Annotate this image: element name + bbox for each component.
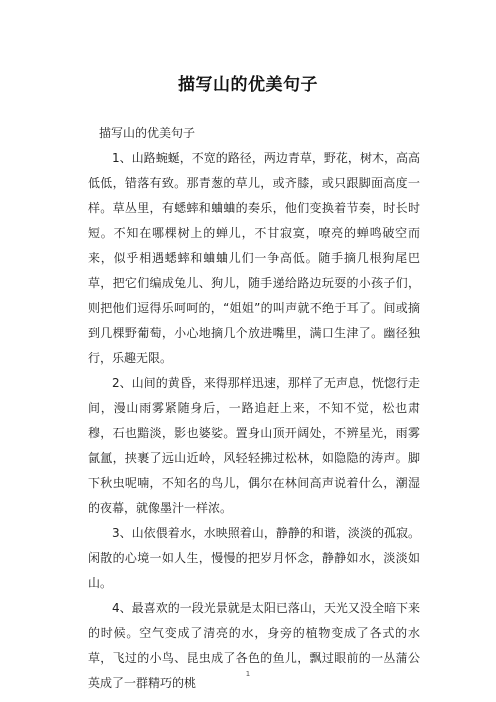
document-subtitle: 描写山的优美句子 [99,126,196,140]
page-number: 1 [245,670,251,678]
document-body [88,121,420,696]
paragraph-2: 2、山间的黄昏，来得那样迅速，那样了无声息，恍惚行走间，漫山雨雾紧随身后，一路追赶上来，不知不觉，松也肃穆，石也黯淡，影也婆娑。置身山顶开阔处，不辨星光，雨雾氤氲，挟裹了远山近岭，风轻轻拂过松林，如隐隐的涛声。脚下秋虫呢喃，不知名的鸟儿，偶尔在林间高声说着什么，潮湿的夜幕，就像墨汁一样浓。 [88,376,420,515]
paragraph-1: 1、山路蜿蜒，不宽的路径，两边青草，野花，树木，高高低低，错落有致。那青葱的草儿，或齐膝，或只跟脚面高度一样。草丛里，有蟋蟀和蛐蛐的奏乐，他们变换着节奏，时长时短。不知在哪棵树上的蝉儿，不甘寂寞，嘹亮的蝉鸣破空而来，似乎相遇蟋蟀和蛐蛐儿们一争高低。随手摘几根狗尾巴草，把它们编成兔儿、狗儿，随手递给路边玩耍的小孩子们，则把他们逗得乐呵呵的，“姐姐”的叫声就不绝于耳了。间或摘到几棵野葡萄，小心地摘几个放进嘴里，满口生津了。幽径独行，乐趣无限。 [88,151,420,365]
paragraph-4: 4、最喜欢的一段光景就是太阳已落山，天光又没全暗下来的时候。空气变成了清亮的水，身旁的植物变成了各式的水草，飞过的小鸟、昆虫成了各色的鱼儿，飘过眼前的一丛蒲公英成了一群精巧的桃 [88,601,420,690]
document-title: 描写山的优美句子 [178,75,318,95]
paragraph-3: 3、山依偎着水，水映照着山，静静的和谐，淡淡的孤寂。闲散的心境一如人生，慢慢的把岁月怀念，静静如水，淡淡如山。 [88,526,420,590]
